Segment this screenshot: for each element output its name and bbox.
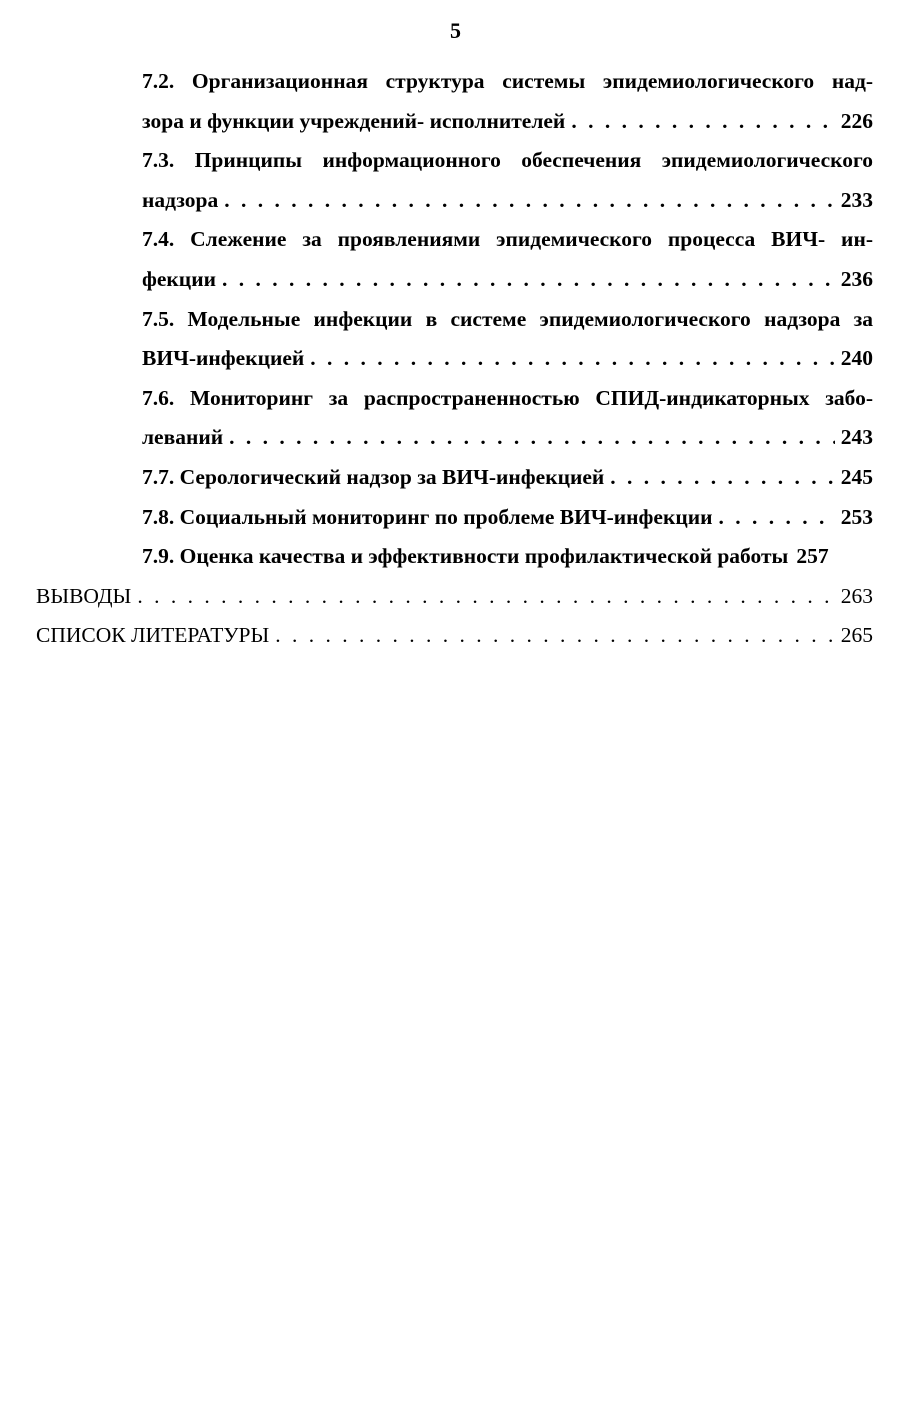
toc-leader-dots [224, 181, 835, 221]
toc-entry-title-line: 7.8. Социальный мониторинг по проблеме ВИЧ-инфекции [142, 504, 713, 529]
toc-entry-7-9[interactable] [142, 537, 873, 577]
toc-entry-references[interactable] [36, 616, 873, 656]
toc-entry-conclusions[interactable] [36, 577, 873, 617]
toc-entry-7-8[interactable] [142, 498, 873, 538]
toc-entry-title-line: ВЫВОДЫ [36, 583, 132, 608]
toc-entry-title-line: 7.9. Оценка качества и эффективности профилактической работы [142, 544, 789, 569]
toc-leader-dots [275, 616, 834, 656]
toc-page-number: 240 [840, 346, 873, 371]
toc-page-number: 257 [796, 544, 829, 569]
toc-entry-title-line: СПИСОК ЛИТЕРАТУРЫ [36, 623, 270, 648]
toc-entry-title-line: 7.4. Слежение за проявлениями эпидемического процесса ВИЧ- ин- [142, 227, 873, 252]
toc-leader-dots [222, 260, 835, 300]
toc-entry-title-line: ВИЧ-инфекцией [142, 346, 305, 371]
toc-page-number: 226 [840, 108, 873, 133]
toc-entry-title-line: 7.5. Модельные инфекции в системе эпидемиологического надзора за [142, 306, 873, 331]
toc-entry-title-line: 7.6. Мониторинг за распространенностью СПИД-индикаторных забо- [142, 385, 873, 410]
toc-entry-title-line: леваний [142, 425, 224, 450]
toc-leader-dots [610, 458, 834, 498]
toc-entry-7-5[interactable] [142, 300, 873, 379]
toc-page-number: 253 [840, 504, 873, 529]
toc-entry-title-line: надзора [142, 187, 219, 212]
toc-entry-7-4[interactable] [142, 220, 873, 299]
toc-entry-7-7[interactable] [142, 458, 873, 498]
toc-entry-title-line: 7.7. Серологический надзор за ВИЧ-инфекцией [142, 464, 605, 489]
toc-leader-dots [571, 102, 834, 142]
toc-leader-dots [229, 418, 835, 458]
toc-leader-dots [137, 577, 834, 617]
toc-leader-dots [310, 339, 834, 379]
toc-page-number: 233 [840, 187, 873, 212]
toc-page-number: 243 [840, 425, 873, 450]
toc-entry-7-3[interactable] [142, 141, 873, 220]
toc-page-number: 245 [840, 464, 873, 489]
toc-leader-dots [719, 498, 835, 538]
table-of-contents [0, 62, 911, 656]
toc-entry-title-line: фекции [142, 266, 216, 291]
page-number: 5 [450, 18, 461, 43]
toc-entry-7-2[interactable] [142, 62, 873, 141]
toc-entry-title-line: зора и функции учреждений- исполнителей [142, 108, 566, 133]
toc-page-number: 263 [840, 583, 873, 608]
toc-page-number: 236 [840, 266, 873, 291]
toc-entry-title-line: 7.2. Организационная структура системы эпидемиологического над- [142, 69, 873, 93]
toc-entry-title-line: 7.3. Принципы информационного обеспечения эпидемиологического [142, 148, 873, 173]
toc-entry-7-6[interactable] [142, 379, 873, 458]
toc-page-number: 265 [840, 623, 873, 648]
